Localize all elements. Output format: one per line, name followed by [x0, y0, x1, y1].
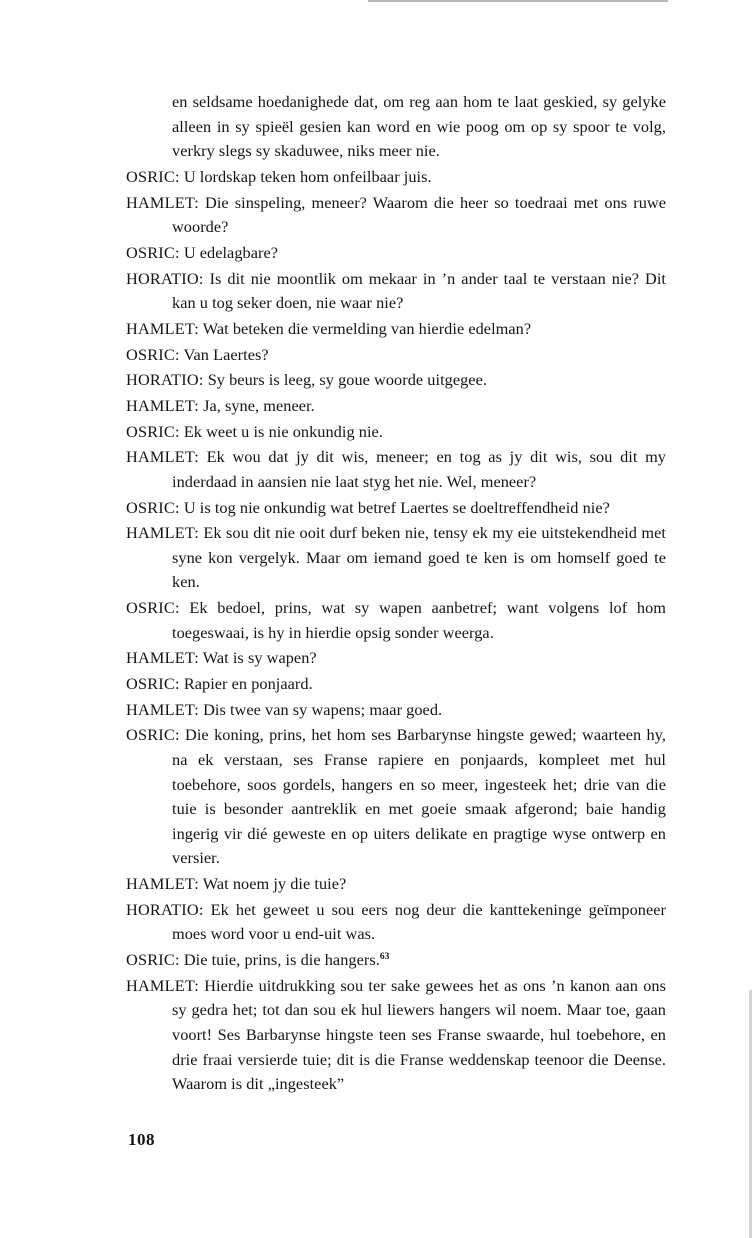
- dialogue-line: [126, 267, 666, 316]
- speech-text: Hierdie uitdrukking sou ter sake gewees het as ons ’n kanon aan ons sy gedra het; tot dan sou ek hul liewers hangers wil noem. Maar toe, gaan voort! Ses Barbarynse hingste teen ses Franse swaarde, hul toebehore, en drie fraai versierde tuie; dit is die Franse weddenskap teenoor die Deense. Waarom is dit „ingesteek”: [172, 975, 666, 1094]
- speech-text: Sy beurs is leeg, sy goue woorde uitgegee.: [207, 370, 487, 390]
- dialogue-line: [126, 948, 666, 973]
- speech-text: Ek weet u is nie onkundig nie.: [183, 421, 383, 441]
- page-number: 108: [128, 1130, 155, 1149]
- speaker-name: HAMLET:: [126, 318, 199, 338]
- speech-text: Ek wou dat jy dit wis, meneer; en tog as jy dit wis, sou dit my inderdaad in aansien nie laat styg het nie. Wel, meneer?: [172, 447, 667, 491]
- speaker-name: HAMLET:: [126, 192, 199, 212]
- dialogue-line: [126, 368, 666, 393]
- speech-text: Ek het geweet u sou eers nog deur die kanttekeninge geïmponeer moes word voor u end-uit was.: [172, 899, 667, 944]
- speaker-name: HAMLET:: [126, 395, 199, 415]
- speaker-name: HAMLET:: [126, 874, 199, 894]
- speech-text: Die sinspeling, meneer? Waarom die heer so toedraai met ons ruwe woorde?: [172, 192, 667, 237]
- speaker-name: OSRIC:: [126, 421, 180, 441]
- dialogue-line: [126, 596, 666, 645]
- dialogue-line: [126, 343, 666, 368]
- speech-text: Ja, syne, meneer.: [203, 395, 315, 415]
- speech-text: en seldsame hoedanighede dat, om reg aan hom te laat geskied, sy gelyke alleen in sy spieël gesien kan word en wie poog om op sy spoor te volg, verkry slegs sy skaduwee, niks meer nie.: [172, 92, 666, 161]
- speaker-name: HAMLET:: [126, 447, 199, 467]
- top-edge-rule: [368, 0, 668, 2]
- speaker-name: HAMLET:: [126, 648, 199, 668]
- speaker-name: HAMLET:: [126, 523, 199, 543]
- footnote-marker: 63: [379, 952, 390, 963]
- dialogue-line: [126, 241, 666, 266]
- speaker-name: HAMLET:: [126, 975, 199, 995]
- dialogue-line: [126, 672, 666, 697]
- continued-speech: [126, 90, 666, 164]
- dialogue-line: [126, 974, 666, 1097]
- speaker-name: OSRIC:: [126, 950, 180, 970]
- speech-text: Rapier en ponjaard.: [183, 674, 313, 694]
- speech-text: Die tuie, prins, is die hangers.: [183, 950, 380, 970]
- speech-text: Ek sou dit nie ooit durf beken nie, tensy ek my eie uitstekendheid met syne kon vergelyk. Maar om iemand goed te ken is om homself goed te ken.: [172, 523, 666, 592]
- dialogue-line: [126, 165, 666, 190]
- speech-text: Is dit nie moontlik om mekaar in ’n ander taal te verstaan nie? Dit kan u tog seker doen, nie waar nie?: [172, 268, 667, 313]
- speaker-name: OSRIC:: [126, 598, 180, 618]
- speech-text: Wat beteken die vermelding van hierdie edelman?: [202, 318, 532, 338]
- dialogue-line: [126, 191, 666, 240]
- dialogue-line: [126, 646, 666, 671]
- dialogue-line: [126, 496, 666, 521]
- dialogue-line: [126, 872, 666, 897]
- speech-text: U edelagbare?: [183, 242, 279, 262]
- play-text: [126, 90, 666, 1098]
- speaker-name: HORATIO:: [126, 899, 204, 919]
- speaker-name: OSRIC:: [126, 242, 180, 262]
- speech-text: U lordskap teken hom onfeilbaar juis.: [183, 166, 432, 186]
- speech-text: Ek bedoel, prins, wat sy wapen aanbetref; want volgens lof hom toegeswaai, is hy in hierdie opsig sonder weerga.: [172, 598, 666, 642]
- dialogue-line: [126, 698, 666, 723]
- dialogue-line: [126, 521, 666, 595]
- dialogue-line: [126, 445, 666, 494]
- speech-text: U is tog nie onkundig wat betref Laertes se doeltreffendheid nie?: [183, 497, 610, 517]
- dialogue-line: [126, 394, 666, 419]
- dialogue-line: [126, 420, 666, 445]
- speaker-name: OSRIC:: [126, 725, 180, 745]
- speech-text: Die koning, prins, het hom ses Barbarynse hingste gewed; waarteen hy, na ek verstaan, ses Franse rapiere en ponjaards, kompleet met hul toebehore, soos gordels, hangers en so meer, ingesteek het; drie van die tuie is besonder aantreklik en met goeie smaak afgerond; baie handig ingerig vir dié geweste en op uiters delikate en pragtige wyse ontwerp en versier.: [172, 725, 666, 868]
- dialogue-line: [126, 723, 666, 871]
- speech-text: Dis twee van sy wapens; maar goed.: [203, 699, 443, 719]
- speaker-name: OSRIC:: [126, 344, 180, 364]
- speaker-name: OSRIC:: [126, 166, 180, 186]
- speech-text: Van Laertes?: [183, 344, 269, 364]
- speech-text: Wat is sy wapen?: [202, 648, 317, 668]
- speaker-name: OSRIC:: [126, 674, 180, 694]
- speaker-name: HORATIO:: [126, 268, 204, 288]
- speaker-name: HAMLET:: [126, 699, 199, 719]
- dialogue-line: [126, 898, 666, 947]
- dialogue-line: [126, 317, 666, 342]
- speaker-name: HORATIO:: [126, 370, 204, 390]
- speaker-name: OSRIC:: [126, 497, 180, 517]
- speech-text: Wat noem jy die tuie?: [202, 874, 347, 894]
